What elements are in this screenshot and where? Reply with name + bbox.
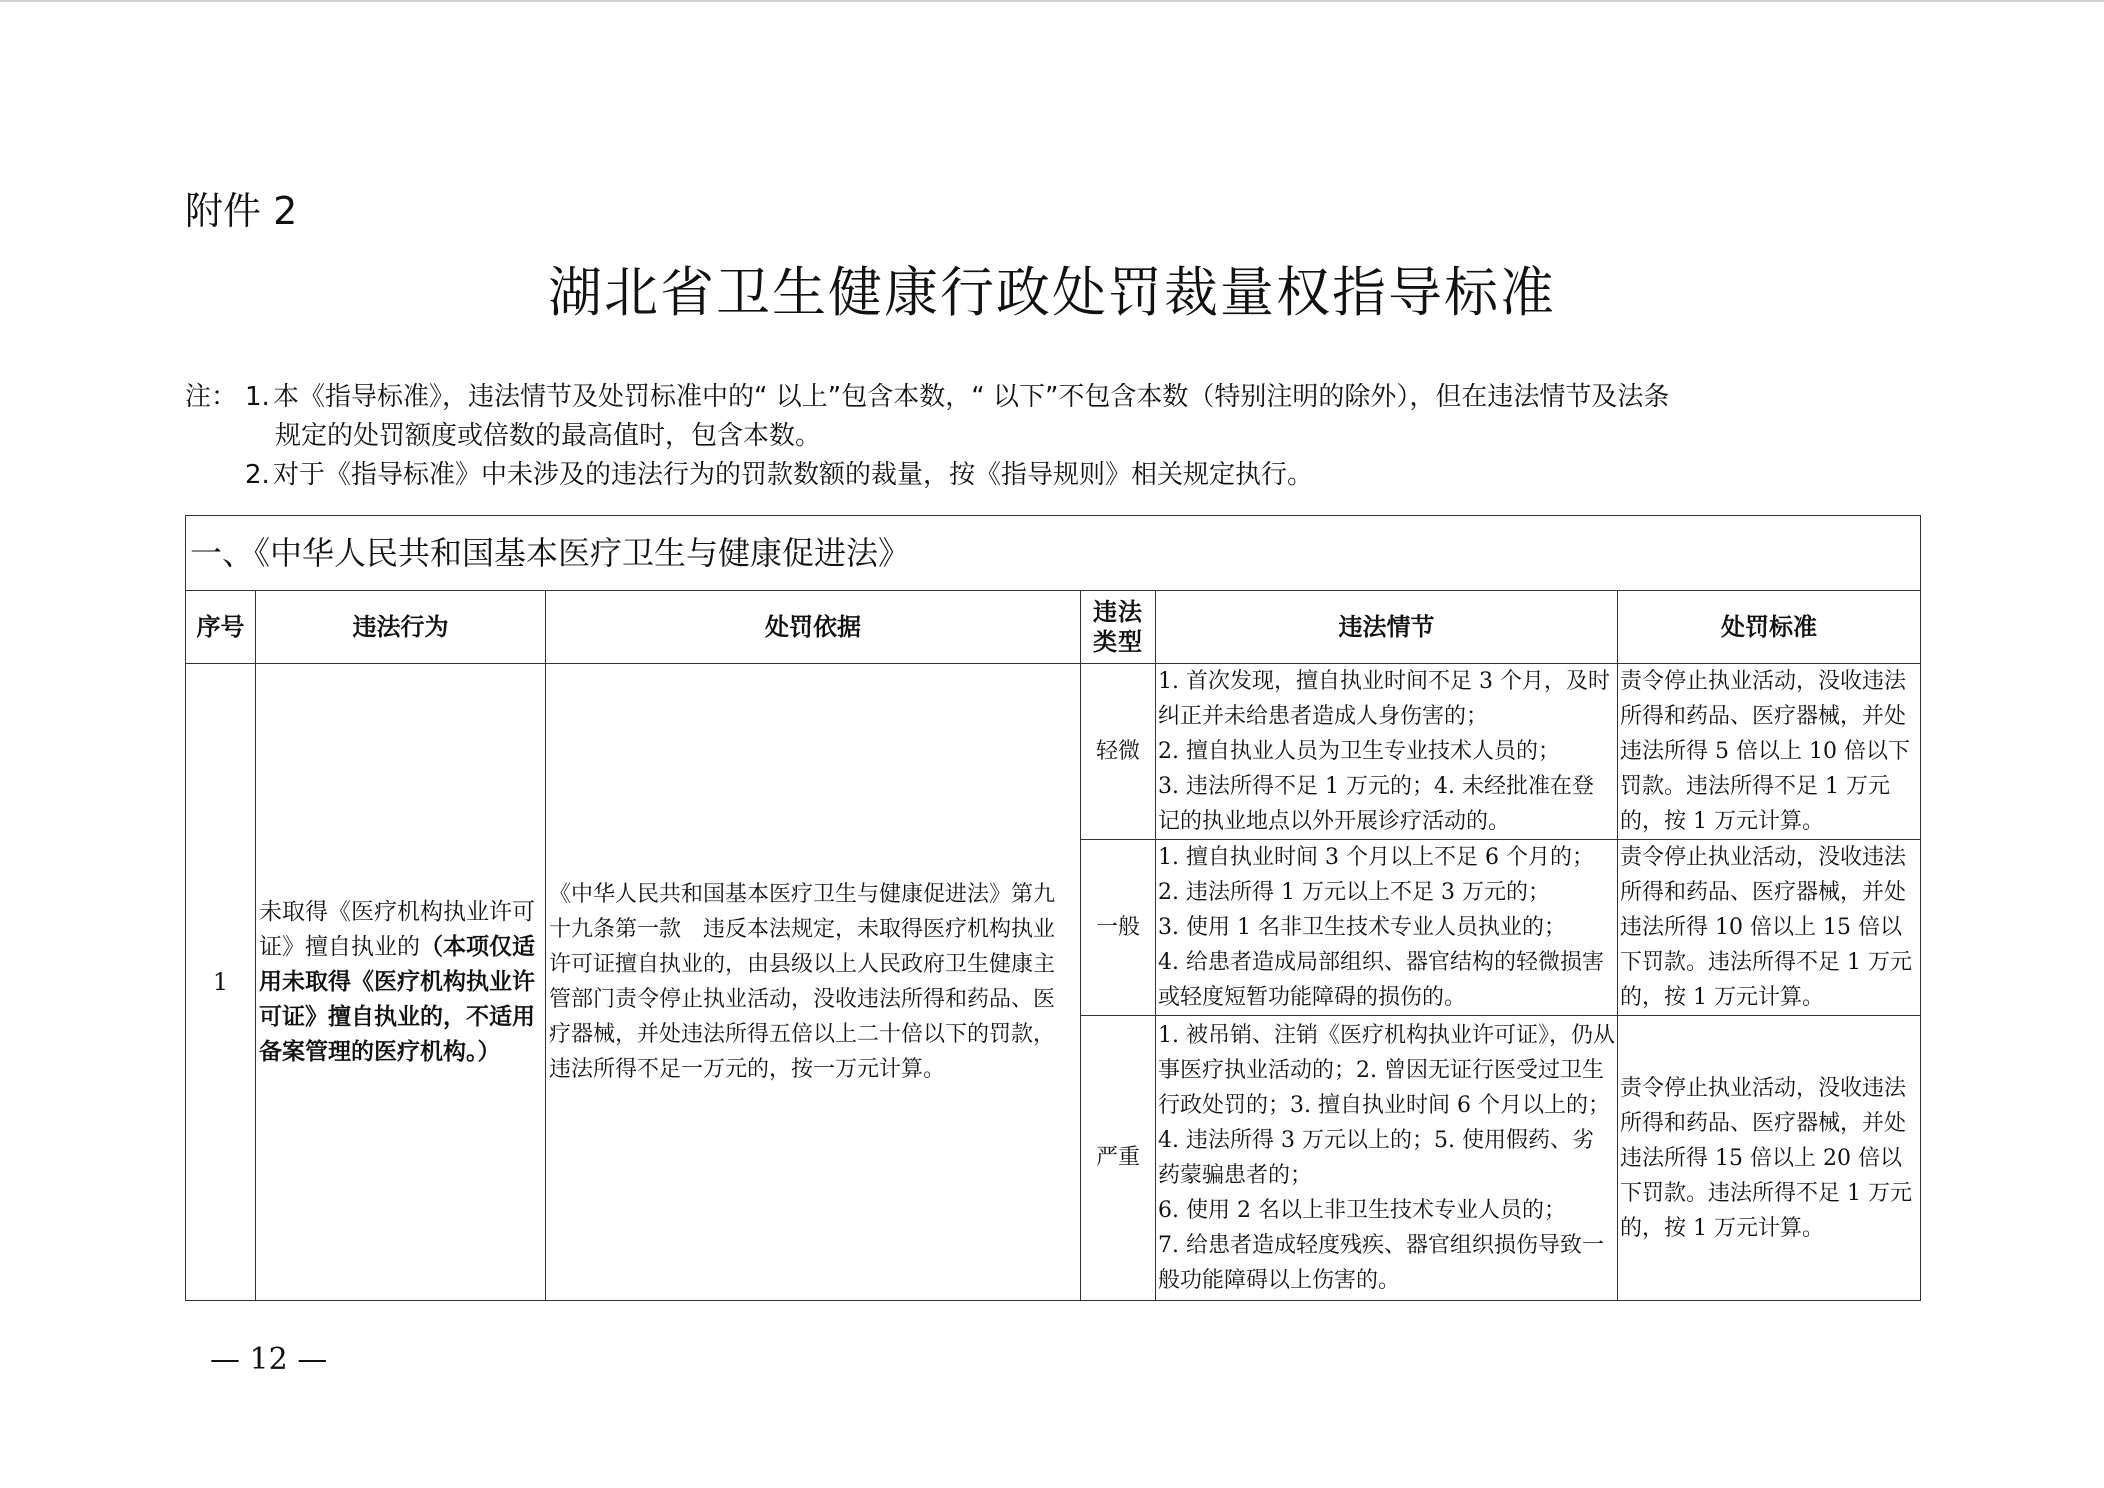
header-standard: 处罚标准 [1618,591,1921,664]
top-rule [0,0,2104,2]
header-basis: 处罚依据 [546,591,1081,664]
circumstance-item: 6. 使用 2 名以上非卫生技术专业人员的； [1158,1198,1566,1223]
behavior-note: （本项仅适用未取得《医疗机构执业许可证》擅自执业的，不适用备案管理的医疗机构。） [259,933,535,1065]
standard-serious: 责令停止执业活动，没收违法所得和药品、医疗器械，并处违法所得 15 倍以上 20 倍以下罚款。违法所得不足 1 万元的，按 1 万元计算。 [1618,1016,1921,1301]
circumstance-item: 1. 被吊销、注销《医疗机构执业许可证》，仍从事医疗执业活动的；2. 曾因无证行医受过卫生行政处罚的；3. 擅自执业时间 6 个月以上的；4. 违法所得 3 万元以上的；5. 使用假药、劣药蒙骗患者的； [1158,1023,1615,1188]
header-behavior: 违法行为 [256,591,546,664]
circumstance-item: 3. 使用 1 名非卫生技术专业人员执业的； [1158,915,1566,940]
note-text: 规定的处罚额度或倍数的最高值时，包含本数。 [275,421,822,451]
circumstances-serious [1156,1016,1618,1301]
circumstance-item: 3. 违法所得不足 1 万元的；4. 未经批准在登记的执业地点以外开展诊疗活动的。 [1158,774,1594,834]
row-serial: 1 [186,664,256,1301]
circumstance-item: 1. 首次发现，擅自执业时间不足 3 个月，及时纠正并未给患者造成人身伤害的； [1158,669,1610,729]
circumstance-item: 7. 给患者造成轻度残疾、器官组织损伤导致一般功能障碍以上伤害的。 [1158,1233,1604,1293]
header-type-line1: 违法 [1093,598,1143,626]
note-text: 对于《指导标准》中未涉及的违法行为的罚款数额的裁量，按《指导规则》相关规定执行。 [273,460,1314,490]
note-1 [185,378,1925,417]
penalty-standards-table [185,515,1921,1301]
circumstance-item: 2. 擅自执业人员为卫生专业技术人员的； [1158,739,1560,764]
circumstance-item: 4. 给患者造成局部组织、器官结构的轻微损害或轻度短暂功能障碍的损伤的。 [1158,950,1604,1010]
notes-prefix: 注： [185,382,238,412]
table-row [186,664,1921,840]
note-number: 2. [245,460,270,490]
standard-minor: 责令停止执业活动，没收违法所得和药品、医疗器械，并处违法所得 5 倍以上 10 倍以下罚款。违法所得不足 1 万元的，按 1 万元计算。 [1618,664,1921,840]
attachment-label: 附件 2 [185,189,298,233]
circumstances-minor [1156,664,1618,840]
note-2 [185,456,1925,495]
law-section-title: 一、《中华人民共和国基本医疗卫生与健康促进法》 [186,516,1921,591]
circumstance-item: 2. 违法所得 1 万元以上不足 3 万元的； [1158,880,1550,905]
type-minor: 轻微 [1081,664,1156,840]
notes [185,378,1925,495]
header-circumstances: 违法情节 [1156,591,1618,664]
row-basis: 《中华人民共和国基本医疗卫生与健康促进法》第九十九条第一款 违反本法规定，未取得医疗机构执业许可证擅自执业的，由县级以上人民政府卫生健康主管部门责令停止执业活动，没收违法所得和药品、医疗器械，并处违法所得五倍以上二十倍以下的罚款，违法所得不足一万元的，按一万元计算。 [546,664,1081,1301]
behavior-text: 未取得《医疗机构执业许可证》擅自执业的 [259,898,535,960]
header-type-line2: 类型 [1093,628,1143,656]
standard-general: 责令停止执业活动，没收违法所得和药品、医疗器械，并处违法所得 10 倍以上 15 倍以下罚款。违法所得不足 1 万元的，按 1 万元计算。 [1618,840,1921,1016]
header-serial: 序号 [186,591,256,664]
circumstance-item: 1. 擅自执业时间 3 个月以上不足 6 个月的； [1158,845,1594,870]
header-type [1081,591,1156,664]
circumstances-general [1156,840,1618,1016]
page-number: — 12 — [210,1342,328,1377]
note-text: 本《指导标准》，违法情节及处罚标准中的“ 以上”包含本数，“ 以下”不包含本数（特别注明的除外），但在违法情节及法条 [273,382,1670,412]
note-1-continued [185,417,1925,456]
document-title: 湖北省卫生健康行政处罚裁量权指导标准 [548,261,1556,324]
row-behavior [256,664,546,1301]
note-number: 1. [245,382,270,412]
type-general: 一般 [1081,840,1156,1016]
type-serious: 严重 [1081,1016,1156,1301]
